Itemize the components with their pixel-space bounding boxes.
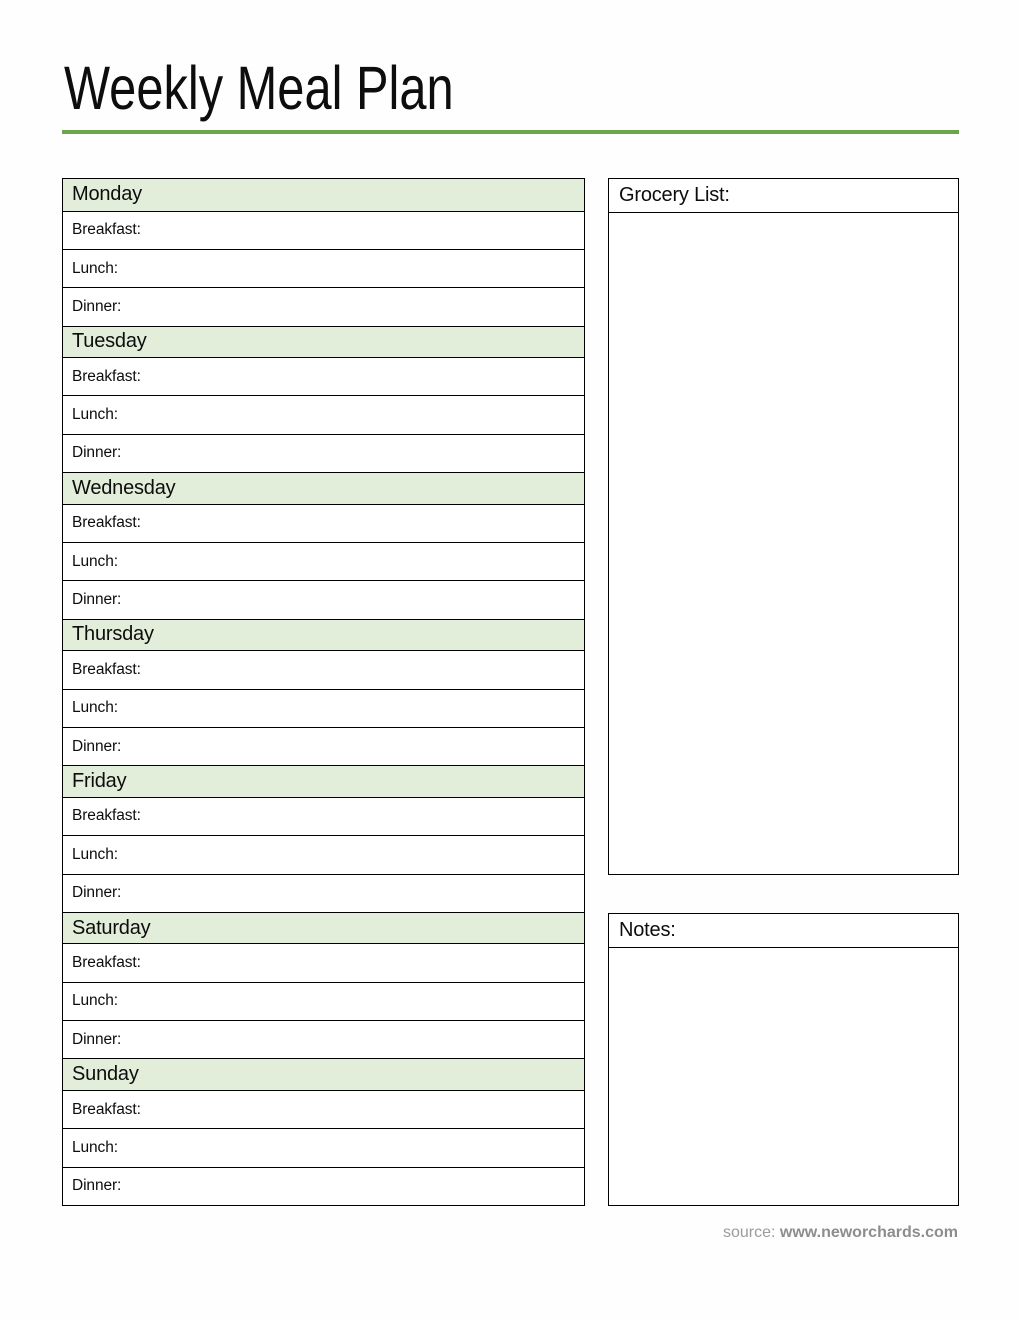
meal-fill-dinner[interactable] [121,288,584,325]
notes-box [608,913,959,1206]
meal-label-lunch: Lunch: [72,406,118,424]
meal-fill-dinner[interactable] [121,728,584,765]
notes-fill-area[interactable] [609,948,958,1205]
grocery-list-fill-area[interactable] [609,213,958,874]
meal-row-breakfast [63,358,584,395]
meal-fill-lunch[interactable] [118,690,584,727]
meal-fill-dinner[interactable] [121,581,584,618]
meal-row-lunch [63,835,584,873]
notes-title: Notes: [609,914,958,948]
meal-row-dinner [63,1020,584,1058]
meal-label-breakfast: Breakfast: [72,221,141,239]
meal-label-lunch: Lunch: [72,1139,118,1156]
page-title [64,56,551,120]
meal-label-breakfast: Breakfast: [72,514,141,532]
meal-row-lunch [63,542,584,580]
meal-fill-breakfast[interactable] [141,944,584,981]
meal-fill-breakfast[interactable] [141,358,584,395]
day-section-monday [63,179,584,326]
source-url: www.neworchards.com [779,1224,958,1241]
meal-label-lunch: Lunch: [72,699,118,717]
meal-label-dinner: Dinner: [72,297,122,315]
meal-fill-dinner[interactable] [121,1168,584,1205]
meal-row-lunch [63,395,584,433]
source-label: source: [722,1224,776,1241]
meal-row-lunch [63,689,584,727]
meal-label-breakfast: Breakfast: [72,660,141,678]
meal-row-lunch [63,982,584,1020]
meal-row-breakfast [63,505,584,542]
day-header-friday: Friday [63,765,584,798]
meal-label-dinner: Dinner: [72,1030,122,1048]
meal-row-lunch [63,1128,584,1166]
meal-fill-breakfast[interactable] [141,798,584,835]
day-section-saturday [63,912,584,1059]
meal-row-dinner [63,874,584,912]
meal-row-dinner [63,1167,584,1205]
meal-label-lunch: Lunch: [72,259,118,277]
day-header-monday: Monday [63,179,584,212]
meal-fill-breakfast[interactable] [141,1091,584,1128]
grocery-list-title: Grocery List: [609,179,958,213]
day-header-wednesday: Wednesday [63,472,584,505]
meal-label-breakfast: Breakfast: [72,1100,141,1118]
meal-label-breakfast: Breakfast: [72,807,141,825]
day-header-saturday: Saturday [63,912,584,945]
meal-row-dinner [63,727,584,765]
day-header-thursday: Thursday [63,619,584,652]
meal-label-dinner: Dinner: [72,1177,122,1195]
meal-fill-breakfast[interactable] [141,212,584,249]
meal-row-dinner [63,287,584,325]
grocery-list-box [608,178,959,875]
meal-fill-lunch[interactable] [118,1129,584,1166]
meal-label-breakfast: Breakfast: [72,367,141,385]
day-section-thursday [63,619,584,766]
meal-fill-dinner[interactable] [121,435,584,472]
meal-label-lunch: Lunch: [72,552,118,570]
meal-fill-lunch[interactable] [118,250,584,287]
meal-row-breakfast [63,212,584,249]
meal-fill-lunch[interactable] [118,543,584,580]
meal-label-dinner: Dinner: [72,737,122,755]
meal-fill-lunch[interactable] [118,983,584,1020]
day-section-sunday [63,1058,584,1205]
meal-fill-lunch[interactable] [118,836,584,873]
day-header-sunday: Sunday [63,1058,584,1091]
meal-label-dinner: Dinner: [72,884,122,902]
day-section-friday [63,765,584,912]
meal-label-lunch: Lunch: [72,845,118,863]
meal-row-breakfast [63,1091,584,1128]
meal-row-dinner [63,580,584,618]
title-underline [62,130,959,134]
meal-label-lunch: Lunch: [72,992,118,1010]
meal-label-dinner: Dinner: [72,591,122,609]
day-section-tuesday [63,326,584,473]
source-attribution [723,1224,958,1242]
meal-fill-dinner[interactable] [121,875,584,912]
meal-label-dinner: Dinner: [72,444,122,462]
day-header-tuesday: Tuesday [63,326,584,359]
weekly-meal-table [62,178,585,1206]
meal-fill-breakfast[interactable] [141,505,584,542]
meal-row-breakfast [63,651,584,688]
meal-fill-dinner[interactable] [121,1021,584,1058]
day-section-wednesday [63,472,584,619]
meal-row-breakfast [63,798,584,835]
meal-row-breakfast [63,944,584,981]
meal-label-breakfast: Breakfast: [72,954,141,972]
meal-fill-breakfast[interactable] [141,651,584,688]
page-title-text: Weekly Meal Plan [64,54,454,122]
meal-row-dinner [63,434,584,472]
meal-row-lunch [63,249,584,287]
meal-fill-lunch[interactable] [118,396,584,433]
